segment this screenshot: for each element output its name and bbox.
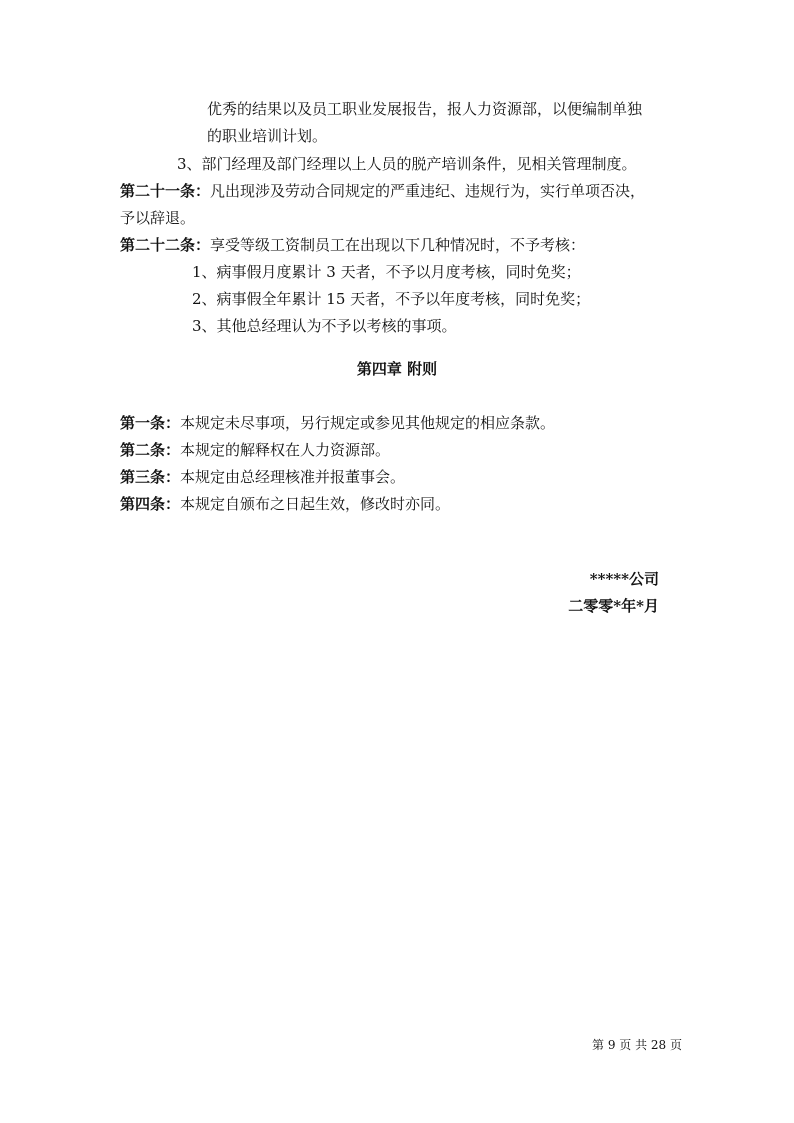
- paragraph-continuation-line-1: 优秀的结果以及员工职业发展报告，报人力资源部，以便编制单独: [207, 100, 643, 118]
- article-21-line-1: [120, 181, 645, 201]
- chapter-4-article-3-label: 第三条：: [120, 468, 181, 486]
- chapter-4-article-2-label: 第二条：: [120, 441, 181, 459]
- chapter-4-article-2-text: 本规定的解释权在人力资源部。: [180, 441, 391, 459]
- chapter-4-heading: 第四章 附则: [356, 360, 438, 378]
- article-22-item-3: 3、其他总经理认为不予以考核的事项。: [192, 317, 457, 335]
- article-22-item-2: 2、病事假全年累计 15 天者，不予以年度考核，同时免奖；: [192, 290, 591, 308]
- chapter-4-article-4: [120, 494, 450, 514]
- article-21-line-2: 予以辞退。: [120, 209, 196, 227]
- chapter-4-article-1-label: 第一条：: [120, 414, 181, 432]
- page-number-footer: 第 9 页 共 28 页: [592, 1038, 682, 1052]
- article-21-text: 凡出现涉及劳动合同规定的严重违纪、违规行为，实行单项否决，: [210, 182, 646, 200]
- signature-date: 二零零*年*月: [568, 597, 659, 615]
- chapter-4-article-3-text: 本规定由总经理核准并报董事会。: [180, 468, 406, 486]
- paragraph-continuation-line-2: 的职业培训计划。: [207, 127, 328, 145]
- chapter-4-article-4-label: 第四条：: [120, 495, 181, 513]
- article-22-item-1: 1、病事假月度累计 3 天者，不予以月度考核，同时免奖；: [192, 263, 581, 281]
- chapter-4-article-1: [120, 413, 555, 433]
- list-item-3: 3、部门经理及部门经理以上人员的脱产培训条件，见相关管理制度。: [177, 155, 637, 173]
- chapter-4-article-2: [120, 440, 390, 460]
- signature-company: *****公司: [589, 570, 659, 588]
- article-22-line: [120, 235, 585, 255]
- chapter-4-article-3: [120, 467, 405, 487]
- article-21-label: 第二十一条：: [120, 182, 211, 200]
- chapter-4-article-4-text: 本规定自颁布之日起生效，修改时亦同。: [180, 495, 451, 513]
- article-22-label: 第二十二条：: [120, 236, 211, 254]
- article-22-text: 享受等级工资制员工在出现以下几种情况时，不予考核：: [210, 236, 586, 254]
- chapter-4-article-1-text: 本规定未尽事项，另行规定或参见其他规定的相应条款。: [180, 414, 556, 432]
